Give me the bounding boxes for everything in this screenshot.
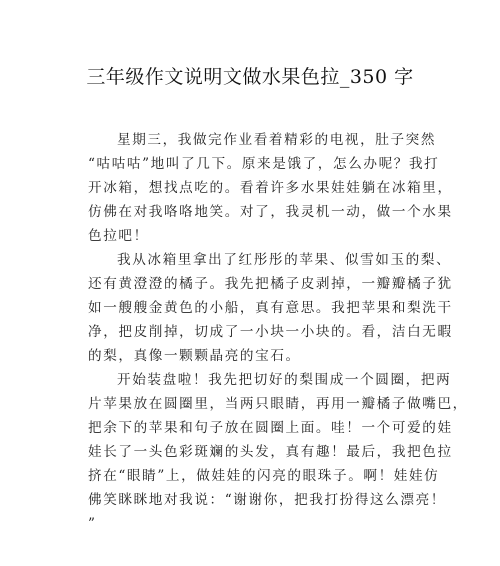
paragraph-2-line-3: 如一艘艘金黄色的小船，真有意思。我把苹果和梨洗干 xyxy=(88,300,453,316)
paragraph-3-line-1: 开始装盘啦！我先把切好的梨围成一个圆圈，把两 xyxy=(117,372,452,388)
paragraph-1-line-1: 星期三，我做完作业看着精彩的电视，肚子突然 xyxy=(117,132,437,148)
paragraph-1-line-2: “咕咕咕”地叫了几下。原来是饿了，怎么办呢？我打 xyxy=(88,156,440,172)
paragraph-2-line-1: 我从冰箱里拿出了红彤彤的苹果、似雪如玉的梨、 xyxy=(117,252,452,268)
essay-body xyxy=(88,128,468,536)
paragraph-1-line-3: 开冰箱，想找点吃的。看着许多水果娃娃躺在冰箱里， xyxy=(88,180,453,196)
paragraph-1-line-5: 色拉吧！ xyxy=(88,228,149,244)
paragraph-3-line-5: 挤在“眼睛”上，做娃娃的闪亮的眼珠子。啊！娃娃仿 xyxy=(88,468,440,484)
paragraph-2-line-4: 净，把皮削掉，切成了一小块一小块的。看，洁白无暇 xyxy=(88,324,453,340)
paragraph-3-line-2: 片苹果放在圆圈里，当两只眼睛，再用一瓣橘子做嘴巴， xyxy=(88,396,468,412)
paragraph-3-line-7: ” xyxy=(88,516,97,532)
paragraph-3-line-6: 佛笑眯眯地对我说：“谢谢你，把我打扮得这么漂亮！ xyxy=(88,492,447,508)
paragraph-3-line-4: 娃长了一头色彩斑斓的头发，真有趣！最后，我把色拉 xyxy=(88,444,453,460)
paragraph-2-line-2: 还有黄澄澄的橘子。我先把橘子皮剥掉，一瓣瓣橘子犹 xyxy=(88,276,453,292)
paragraph-1-line-4: 仿佛在对我咯咯地笑。对了，我灵机一动，做一个水果 xyxy=(88,204,453,220)
page-title: 三年级作文说明文做水果色拉_350 字 xyxy=(86,66,414,88)
paragraph-2-line-5: 的梨，真像一颗颗晶亮的宝石。 xyxy=(88,348,301,364)
paragraph-3-line-3: 把余下的苹果和句子放在圆圈上面。哇！一个可爱的娃 xyxy=(88,420,453,436)
